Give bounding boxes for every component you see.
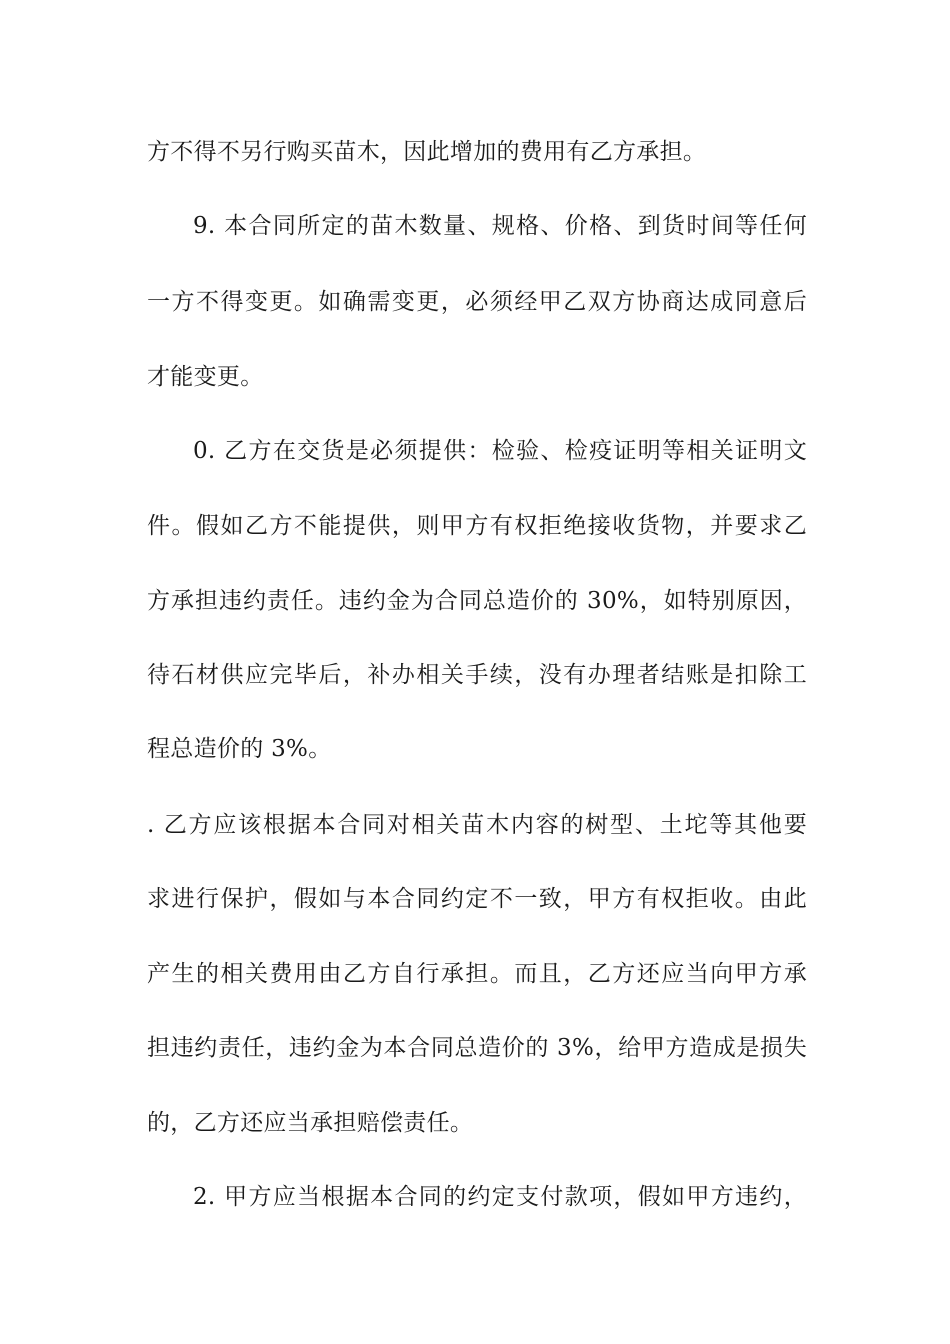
text-line: 件。假如乙方不能提供，则甲方有权拒绝接收货物，并要求乙 <box>147 513 807 539</box>
text-line: 才能变更。 <box>147 364 264 390</box>
text-line: 程总造价的 3%。 <box>147 736 332 762</box>
text-line: 的，乙方还应当承担赔偿责任。 <box>147 1110 474 1136</box>
text-line: 方不得不另行购买苗木，因此增加的费用有乙方承担。 <box>147 139 707 165</box>
text-line: 方承担违约责任。违约金为合同总造价的 30%，如特别原因， <box>147 588 807 614</box>
text-line: 待石材供应完毕后，补办相关手续，没有办理者结账是扣除工 <box>147 662 807 688</box>
text-line: 一方不得变更。如确需变更，必须经甲乙双方协商达成同意后 <box>147 289 807 315</box>
text-line: 9. 本合同所定的苗木数量、规格、价格、到货时间等任何 <box>193 213 807 239</box>
text-line: 2. 甲方应当根据本合同的约定支付款项，假如甲方违约， <box>193 1184 807 1210</box>
text-line: 担违约责任，违约金为本合同总造价的 3%，给甲方造成是损失 <box>147 1035 807 1061</box>
text-line: 0. 乙方在交货是必须提供：检验、检疫证明等相关证明文 <box>193 438 807 464</box>
text-line: 求进行保护，假如与本合同约定不一致，甲方有权拒收。由此 <box>147 886 807 912</box>
text-line: . 乙方应该根据本合同对相关苗木内容的树型、土坨等其他要 <box>147 812 807 838</box>
text-line: 产生的相关费用由乙方自行承担。而且，乙方还应当向甲方承 <box>147 961 807 987</box>
